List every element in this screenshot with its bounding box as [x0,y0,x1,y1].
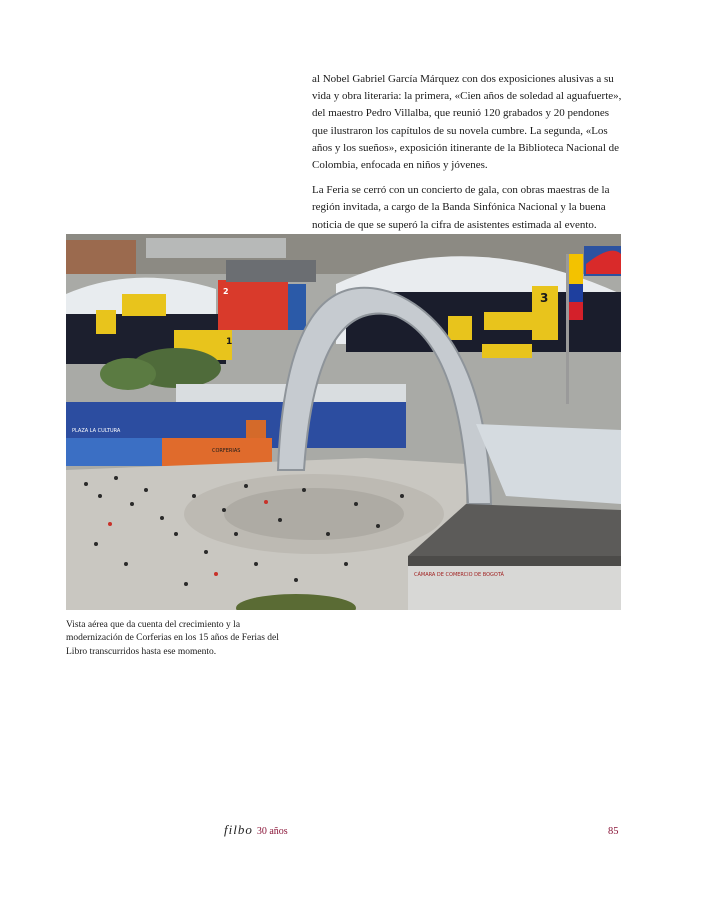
sign-pabellon-3: 3 [540,291,549,305]
sign-pabellon-1: 1 [226,337,233,347]
photo-caption: Vista aérea que da cuenta del crecimiento y la modernización de Corferias en los 15 años de Ferias del Libro transcurridos hasta ese momento. [66,620,279,657]
aerial-photo [66,234,621,610]
sign-corferias: CORFERIAS [212,448,241,454]
article-paragraph: al Nobel Gabriel García Márquez con dos exposiciones alusivas a su vida y obra literaria: la primera, «Cien años de soledad al aguafuerte», del maestro Pedro Villalba, que reunió 120 grabados y 20 pendones que ilustraron los capítulos de su novela cumbre. La segunda, «Los años y los sueños», exposición itinerante de la Biblioteca Nacional de Colombia, enfocada en niños y jóvenes. [312,73,622,172]
sign-camara-comercio: CÁMARA DE COMERCIO DE BOGOTÁ [414,572,504,578]
page-number: 85 [608,826,619,837]
filbo-logo: filbo [224,822,253,837]
sign-plaza-cultura: PLAZA LA CULTURA [72,428,121,434]
article-column [312,71,624,242]
logo-subtitle: 30 años [256,826,288,837]
footer-logo [224,822,288,838]
article-paragraph: La Feria se cerró con un concierto de gala, con obras maestras de la región invitada, a cargo de la Banda Sinfónica Nacional y la buena noticia de que se superó la cifra de asistentes estimada al evento. [312,184,610,231]
sign-pabellon-2: 2 [223,287,229,296]
